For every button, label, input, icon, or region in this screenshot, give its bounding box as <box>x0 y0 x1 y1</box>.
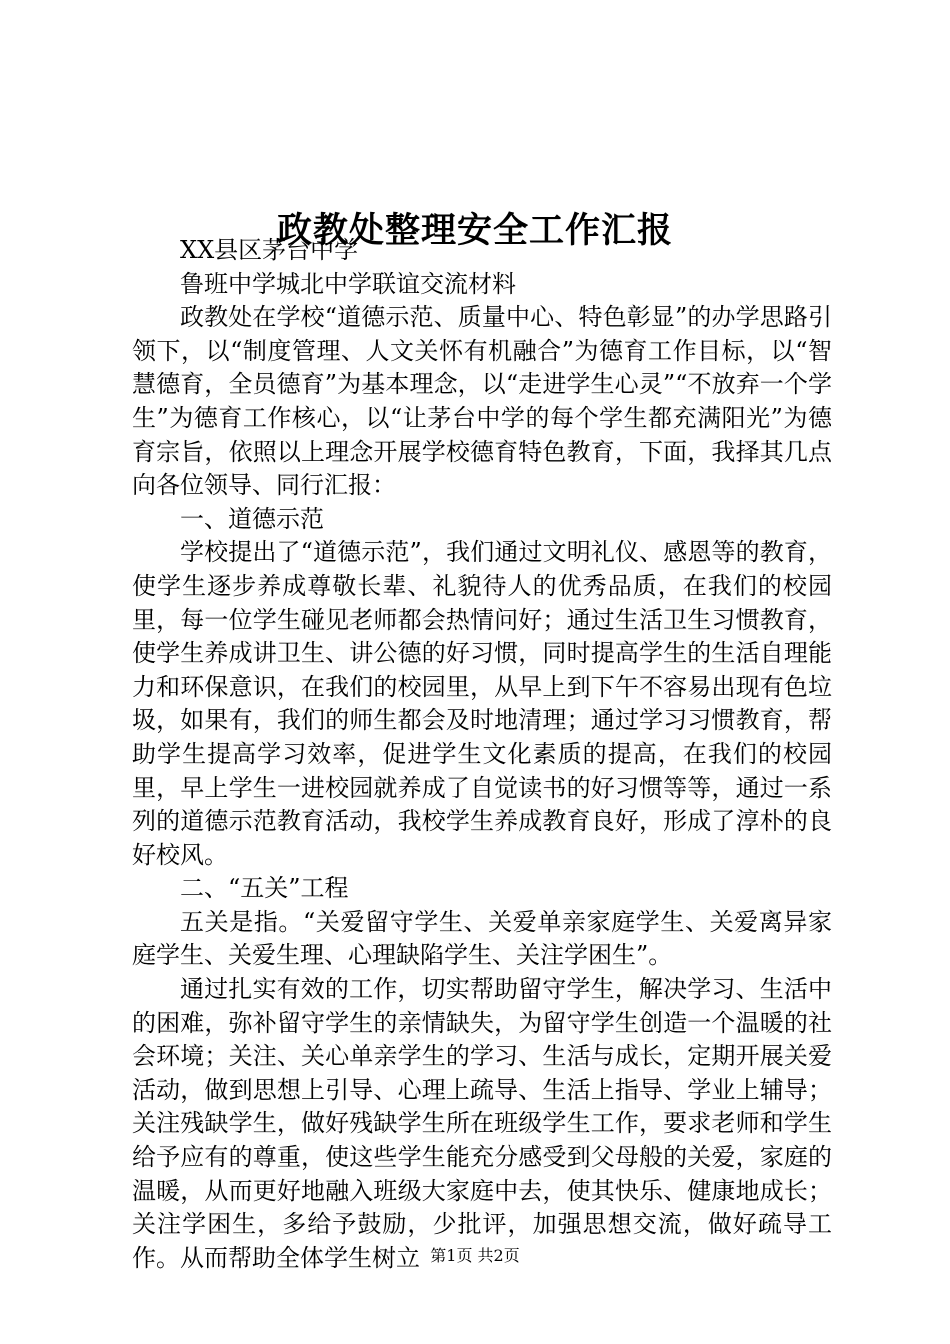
document-body <box>132 234 832 1275</box>
moral-example-paragraph: 学校提出了“道德示范”，我们通过文明礼仪、感恩等的教育，使学生逐步养成尊敬长辈、礼貌待人的优秀品质，在我们的校园里，每一位学生碰见老师都会热情问好；通过生活卫生习惯教育，使学生养成讲卫生、讲公德的好习惯，同时提高学生的生活自理能力和环保意识，在我们的校园里，从早上到下午不容易出现有色垃圾，如果有，我们的师生都会及时地清理；通过学习习惯教育，帮助学生提高学习效率，促进学生文化素质的提高，在我们的校园里，早上学生一进校园就养成了自觉读书的好习惯等等，通过一系列的道德示范教育活动，我校学生养成教育良好，形成了淳朴的良好校风。 <box>132 538 832 869</box>
intro-paragraph: 政教处在学校“道德示范、质量中心、特色彰显”的办学思路引领下，以“制度管理、人文关怀有机融合”为德育工作目标，以“智慧德育，全员德育”为基本理念，以“走进学生心灵”“不放弃一个学生”为德育工作核心，以“让茅台中学的每个学生都充满阳光”为德育宗旨，依照以上理念开展学校德育特色教育，下面，我择其几点向各位领导、同行汇报： <box>132 303 832 500</box>
document-title: 政教处整理安全工作汇报 <box>276 210 673 252</box>
page-number-footer: 第1页 共2页 <box>430 1246 520 1265</box>
five-care-detail-paragraph: 通过扎实有效的工作，切实帮助留守学生，解决学习、生活中的困难，弥补留守学生的亲情缺失，为留守学生创造一个温暖的社会环境；关注、关心单亲学生的学习、生活与成长，定期开展关爱活动，做到思想上引导、心理上疏导、生活上指导、学业上辅导；关注残缺学生，做好残缺学生所在班级学生工作，要求老师和学生给予应有的尊重，使这些学生能充分感受到父母般的关爱，家庭的温暖，从而更好地融入班级大家庭中去，使其快乐、健康地成长；关注学困生，多给予鼓励，少批评，加强思想交流，做好疏导工作。从而帮助全体学生树立 <box>132 975 832 1272</box>
five-care-definition-paragraph: 五关是指。“关爱留守学生、关爱单亲家庭学生、关爱离异家庭学生、关爱生理、心理缺陷学生、关注学困生”。 <box>132 907 832 970</box>
material-subtitle-line: 鲁班中学城北中学联谊交流材料 <box>180 269 516 298</box>
section-heading-moral-example: 一、道德示范 <box>180 504 324 533</box>
section-heading-five-care: 二、“五关”工程 <box>180 874 349 903</box>
school-name-line: XX县区茅台中学 <box>180 236 359 264</box>
